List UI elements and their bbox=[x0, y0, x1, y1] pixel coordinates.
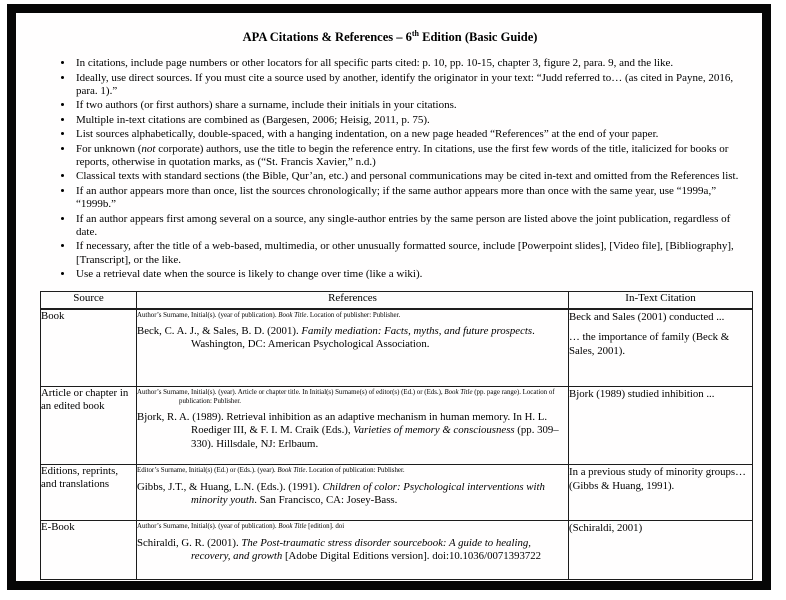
source-cell: E-Book bbox=[41, 521, 137, 580]
reference-example: Beck, C. A. J., & Sales, B. D. (2001). Family mediation: Facts, myths, and future prospects. Washington, DC: American Psychological Association. bbox=[137, 325, 535, 351]
citation-table bbox=[40, 291, 753, 581]
table-row-ebook bbox=[41, 521, 753, 580]
list-item: • List sources alphabetically, double-spaced, with a hanging indentation, on a new page headed “References” at the end of your paper. bbox=[74, 128, 740, 141]
column-header-source: Source bbox=[41, 291, 137, 309]
list-item: • If necessary, after the title of a web-based, multimedia, or other unusually formatted source, include [Powerpoint slides], [Video file], [Bibliography], [Transcript], or the like. bbox=[74, 240, 740, 267]
intext-example: (Schiraldi, 2001) bbox=[569, 522, 643, 535]
source-cell: Book bbox=[41, 309, 137, 387]
column-header-references: References bbox=[137, 291, 569, 309]
document-page bbox=[16, 13, 762, 581]
column-header-intext: In-Text Citation bbox=[569, 291, 753, 309]
intext-cell bbox=[569, 465, 753, 521]
format-pattern: Editor’s Surname, Initial(s) (Ed.) or (Eds.). (year). Book Title. Location of publication: Publisher. bbox=[137, 467, 405, 475]
list-item: • In citations, include page numbers or other locators for all specific parts cited: p. 10, pp. 10-15, chapter 3, figure 2, para. 9, and the like. bbox=[74, 57, 740, 70]
table-row-editions bbox=[41, 465, 753, 521]
reference-example: Bjork, R. A. (1989). Retrieval inhibition as an adaptive mechanism in human memory. In H. L. Roediger III, & F. I. M. Craik (Eds.), Varieties of memory & consciousness (pp. 309–330). Hillsdale, NJ: Erlbaum. bbox=[137, 411, 559, 450]
list-item: • If an author appears more than once, list the sources chronologically; if the same author appears more than once with the same year, use “1999a,” “1999b.” bbox=[74, 185, 740, 212]
intext-cell bbox=[569, 309, 753, 387]
source-cell: Editions, reprints, and translations bbox=[41, 465, 137, 521]
intext-example: … the importance of family (Beck & Sales, 2001). bbox=[569, 331, 730, 357]
list-item: • Ideally, use direct sources. If you must cite a source used by another, identify the originator in your text: “Judd referred to… (as cited in Payne, 2016, para. 1).” bbox=[74, 72, 740, 99]
intext-example: In a previous study of minority groups…(Gibbs & Huang, 1991). bbox=[569, 466, 746, 492]
format-pattern: Author’s Surname, Initial(s). (year of publication). Book Title [edition]. doi bbox=[137, 523, 345, 531]
format-pattern: Author’s Surname, Initial(s). (year of publication). Book Title. Location of publisher: Publisher. bbox=[137, 311, 401, 319]
intext-cell bbox=[569, 387, 753, 465]
source-cell: Article or chapter in an edited book bbox=[41, 387, 137, 465]
page-title: APA Citations & References – 6th Edition (Basic Guide) bbox=[242, 29, 538, 45]
table-row-book bbox=[41, 309, 753, 387]
format-pattern: Author’s Surname, Initial(s). (year). Article or chapter title. In Initial(s) Surname(s) of editor(s) (Ed.) or (Eds.), Book Title (pp. page range). Location of publication: Publisher. bbox=[137, 389, 555, 405]
list-item: • Use a retrieval date when the source is likely to change over time (like a wiki). bbox=[74, 268, 740, 281]
table-row-article bbox=[41, 387, 753, 465]
intext-example: Bjork (1989) studied inhibition ... bbox=[569, 388, 715, 401]
references-cell bbox=[137, 465, 569, 521]
list-item: • If two authors (or first authors) share a surname, include their initials in your citations. bbox=[74, 99, 740, 112]
references-cell bbox=[137, 521, 569, 580]
reference-example: Gibbs, J.T., & Huang, L.N. (Eds.). (1991). Children of color: Psychological interventions with minority youth. San Francisco, CA: Josey-Bass. bbox=[137, 480, 545, 506]
references-cell bbox=[137, 309, 569, 387]
intext-cell bbox=[569, 521, 753, 580]
table-header-row bbox=[41, 291, 753, 309]
list-item: • Multiple in-text citations are combined as (Bargesen, 2006; Heisig, 2011, p. 75). bbox=[74, 114, 740, 127]
list-item: • Classical texts with standard sections (the Bible, Qur’an, etc.) and personal communications may be cited in-text and omitted from the References list. bbox=[74, 170, 740, 183]
guideline-list bbox=[40, 57, 740, 282]
references-cell bbox=[137, 387, 569, 465]
reference-example: Schiraldi, G. R. (2001). The Post-traumatic stress disorder sourcebook: A guide to healing, recovery, and growth [Adobe Digital Editions version]. doi:10.1036/0071393722 bbox=[137, 536, 542, 562]
page-frame bbox=[7, 4, 771, 590]
intext-example: Beck and Sales (2001) conducted ... bbox=[569, 310, 725, 323]
list-item: • For unknown (not corporate) authors, use the title to begin the reference entry. In citations, use the first few words of the title, italicized for books or reports, otherwise in quotation marks, as (“St. Francis Xavier,” n.d.) bbox=[74, 143, 740, 170]
list-item: • If an author appears first among several on a source, any single-author entries by the same person are listed above the joint publication, regardless of date. bbox=[74, 213, 740, 240]
